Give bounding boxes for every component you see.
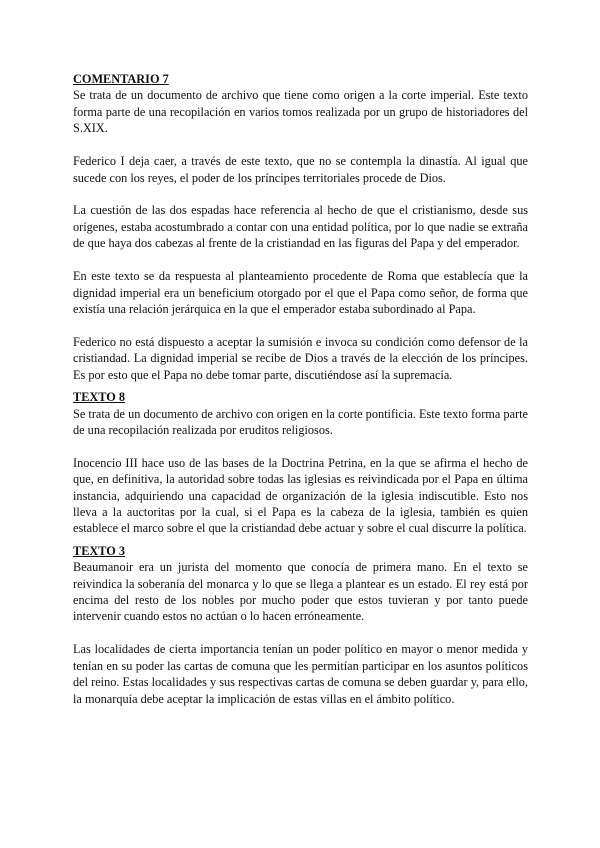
paragraph: Federico no está dispuesto a aceptar la sumisión e invoca su condición como defensor de la cristiandad. La dignidad imperial se recibe de Dios a través de la elección de los príncipes. Es por esto que el Papa no debe tomar parte, discutiéndose así la supremacía.	[73, 334, 528, 382]
section-heading: COMENTARIO 7	[73, 72, 169, 86]
paragraph: En este texto se da respuesta al planteamiento procedente de Roma que establecía que la dignidad imperial era un beneficium otorgado por el que el Papa como señor, de forma que existía una relación jerárquica en la que el emperador estaba subordinado al Papa.	[73, 269, 528, 316]
document-page	[73, 71, 528, 724]
section-texto-8	[73, 389, 528, 537]
paragraph: Inocencio III hace uso de las bases de la Doctrina Petrina, en la que se afirma el hecho de que, en definitiva, la autoridad sobre todas las iglesias es reivindicada por el Papa en última instancia, adquiriendo una capacidad de organización de la iglesia indiscutible. Esto nos lleva a la auctoritas por la cual, si el Papa es la cabeza de la iglesia, también es quien establece el marco sobre el que la cristiandad debe actuar y sobre el cual discurre la política.	[73, 455, 528, 536]
section-heading: TEXTO 8	[73, 390, 126, 405]
section-comentario-7	[73, 71, 528, 383]
paragraph: Beaumanoir era un jurista del momento que conocía de primera mano. En el texto se reivindica la soberanía del monarca y lo que se llega a plantear es un estado. El rey está por encima del resto de los nobles por mucho poder que estos tuvieran y por tanto puede intervenir cuando estos no actúan o lo hacen erróneamente.	[73, 560, 528, 624]
paragraph: Se trata de un documento de archivo que tiene como origen a la corte imperial. Este texto forma parte de una recopilación en varios tomos realizada por un grupo de historiadores del S.XIX.	[73, 88, 528, 136]
section-texto-3	[73, 543, 528, 707]
paragraph: Las localidades de cierta importancia tenían un poder político en mayor o menor medida y tenían en su poder las cartas de comuna que les permitían participar en los asuntos políticos del reino. Estas localidades y sus respectivas cartas de comuna se deben guardar y, para ello, la monarquía debe aceptar la implicación de estas villas en el ámbito político.	[73, 642, 528, 706]
section-heading: TEXTO 3	[73, 543, 126, 558]
paragraph: Federico I deja caer, a través de este texto, que no se contempla la dinastía. Al igual que sucede con los reyes, el poder de los príncipes territoriales procede de Dios.	[73, 154, 528, 185]
paragraph: La cuestión de las dos espadas hace referencia al hecho de que el cristianismo, desde sus orígenes, estaba acostumbrado a contar con una entidad política, por lo que nadie se extraña de que haya dos cabezas al frente de la cristiandad en las figuras del Papa y del emperador.	[73, 203, 528, 251]
paragraph: Se trata de un documento de archivo con origen en la corte pontificia. Este texto forma parte de una recopilación realizada por eruditos religiosos.	[73, 406, 528, 437]
